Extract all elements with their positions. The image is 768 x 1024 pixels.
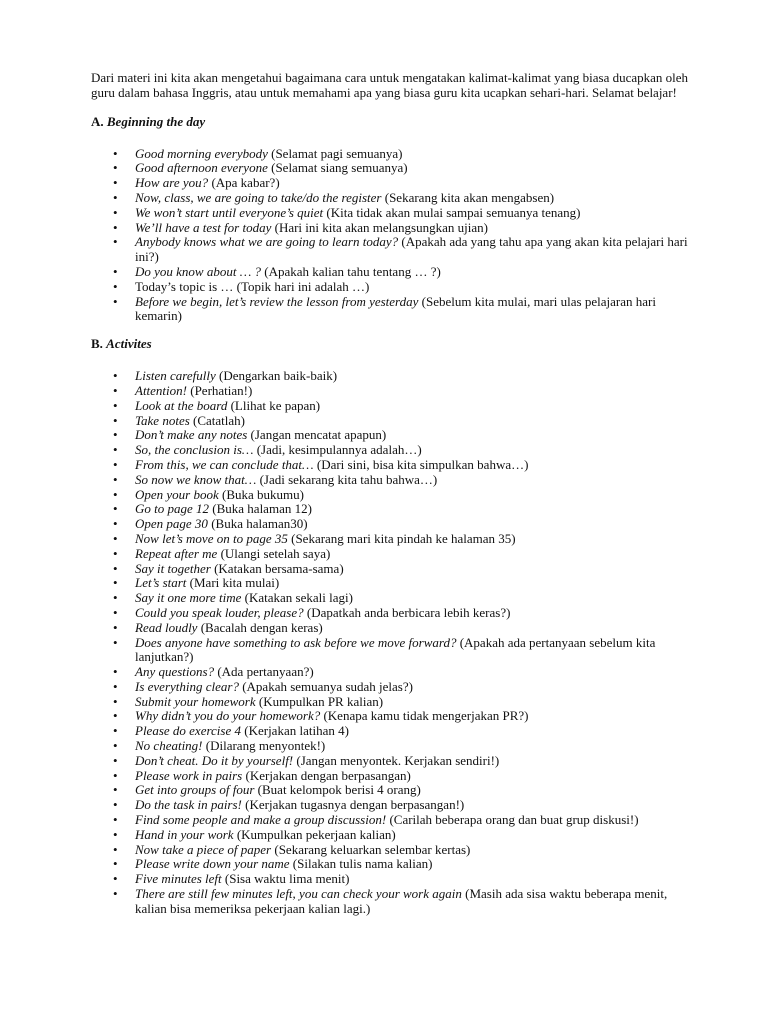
list-item — [91, 295, 691, 325]
list-item — [91, 428, 691, 443]
list-item — [91, 843, 691, 858]
bullet-icon: • — [113, 723, 118, 739]
bullet-icon: • — [113, 382, 118, 398]
bullet-icon: • — [113, 752, 118, 768]
indonesian-translation: (Sebelum kita mulai, mari ulas pelajaran hari kemarin) — [135, 293, 656, 324]
bullet-icon: • — [113, 871, 118, 887]
english-phrase: Repeat after me — [135, 545, 218, 561]
bullet-icon: • — [113, 471, 118, 487]
list-item — [91, 887, 691, 917]
bullet-icon: • — [113, 767, 118, 783]
english-phrase: Do you know about … ? — [135, 263, 262, 279]
english-phrase: Look at the board — [135, 397, 228, 413]
section-heading — [91, 114, 691, 129]
list-item — [91, 621, 691, 636]
list-item — [91, 828, 691, 843]
bullet-icon: • — [113, 263, 118, 279]
indonesian-translation: (Kumpulkan pekerjaan kalian) — [236, 826, 396, 842]
bullet-icon: • — [113, 397, 118, 413]
english-phrase: Now take a piece of paper — [135, 841, 272, 857]
english-phrase: Why didn’t you do your homework? — [135, 708, 321, 724]
english-phrase: Do the task in pairs! — [135, 797, 242, 813]
english-phrase: Say it one more time — [135, 590, 242, 606]
english-phrase: There are still few minutes left, you can check your work again — [135, 886, 462, 902]
sections-container — [91, 114, 691, 917]
list-item — [91, 473, 691, 488]
indonesian-translation: (Ulangi setelah saya) — [220, 545, 331, 561]
bullet-icon: • — [113, 412, 118, 428]
list-item — [91, 399, 691, 414]
list-item — [91, 369, 691, 384]
list-item — [91, 798, 691, 813]
bullet-icon: • — [113, 427, 118, 443]
indonesian-translation: (Selamat pagi semuanya) — [271, 145, 403, 161]
bullet-icon: • — [113, 175, 118, 191]
bullet-icon: • — [113, 575, 118, 591]
list-item — [91, 458, 691, 473]
indonesian-translation: (Jadi sekarang kita tahu bahwa…) — [259, 471, 438, 487]
list-item — [91, 547, 691, 562]
english-phrase: Say it together — [135, 560, 211, 576]
bullet-icon: • — [113, 234, 118, 250]
indonesian-translation: (Buka bukumu) — [222, 486, 304, 502]
indonesian-translation: (Kumpulkan PR kalian) — [258, 693, 384, 709]
indonesian-translation: (Buat kelompok berisi 4 orang) — [257, 782, 421, 798]
english-phrase: Good afternoon everyone — [135, 160, 268, 176]
indonesian-translation: (Kerjakan tugasnya dengan berpasangan!) — [245, 797, 465, 813]
indonesian-translation: (Ada pertanyaan?) — [217, 664, 314, 680]
indonesian-translation: (Mari kita mulai) — [189, 575, 280, 591]
english-phrase: Read loudly — [135, 619, 198, 635]
english-phrase: Don’t make any notes — [135, 427, 248, 443]
english-phrase: How are you? — [135, 175, 209, 191]
english-phrase: Now, class, we are going to take/do the register — [135, 189, 382, 205]
list-item — [91, 695, 691, 710]
english-phrase: Don’t cheat. Do it by yourself! — [135, 752, 294, 768]
list-item — [91, 265, 691, 280]
english-phrase: No cheating! — [135, 738, 203, 754]
indonesian-translation: (Selamat siang semuanya) — [271, 160, 408, 176]
bullet-icon: • — [113, 560, 118, 576]
bullet-icon: • — [113, 204, 118, 220]
list-item — [91, 488, 691, 503]
bullet-icon: • — [113, 886, 118, 902]
list-item — [91, 739, 691, 754]
list-item — [91, 502, 691, 517]
indonesian-translation: (Hari ini kita akan melangsungkan ujian) — [274, 219, 488, 235]
bullet-icon: • — [113, 841, 118, 857]
list-item — [91, 576, 691, 591]
bullet-icon: • — [113, 708, 118, 724]
bullet-icon: • — [113, 189, 118, 205]
bullet-icon: • — [113, 456, 118, 472]
bullet-icon: • — [113, 293, 118, 309]
intro-paragraph: Dari materi ini kita akan mengetahui bagaimana cara untuk mengatakan kalimat-kalimat yang biasa ducapkan oleh guru dalam bahasa Inggris, atau untuk memahami apa yang biasa guru kita ucapkan sehari-hari. Selamat belajar! — [91, 70, 689, 100]
bullet-icon: • — [113, 501, 118, 517]
phrase-list — [91, 369, 691, 916]
english-phrase: Please write down your name — [135, 856, 290, 872]
english-phrase: Before we begin, let’s review the lesson from yesterday — [135, 293, 419, 309]
list-item — [91, 176, 691, 191]
english-phrase: Take notes — [135, 412, 190, 428]
english-phrase: Get into groups of four — [135, 782, 255, 798]
english-phrase: From this, we can conclude that… — [135, 456, 314, 472]
indonesian-translation: (Bacalah dengan keras) — [200, 619, 323, 635]
bullet-icon: • — [113, 145, 118, 161]
bullet-icon: • — [113, 278, 118, 294]
document-page — [91, 71, 691, 917]
section-letter: B. — [91, 336, 103, 352]
indonesian-translation: (Carilah beberapa orang dan buat grup diskusi!) — [389, 812, 639, 828]
indonesian-translation: (Kita tidak akan mulai sampai semuanya tenang) — [326, 204, 581, 220]
indonesian-translation: (Catatlah) — [193, 412, 246, 428]
indonesian-translation: Today’s topic is … (Topik hari ini adalah …) — [135, 278, 370, 294]
list-item — [91, 532, 691, 547]
bullet-icon: • — [113, 530, 118, 546]
indonesian-translation: (Dengarkan baik-baik) — [219, 368, 338, 384]
english-phrase: Find some people and make a group discussion! — [135, 812, 387, 828]
indonesian-translation: (Buka halaman 12) — [212, 501, 312, 517]
indonesian-translation: (Sekarang mari kita pindah ke halaman 35) — [291, 530, 516, 546]
phrase-list — [91, 147, 691, 325]
bullet-icon: • — [113, 486, 118, 502]
indonesian-translation: (Katakan sekali lagi) — [244, 590, 353, 606]
bullet-icon: • — [113, 664, 118, 680]
indonesian-translation: (Dilarang menyontek!) — [205, 738, 326, 754]
indonesian-translation: (Buka halaman30) — [211, 516, 308, 532]
indonesian-translation: (Kerjakan dengan berpasangan) — [245, 767, 411, 783]
section-title: Beginning the day — [106, 113, 206, 129]
english-phrase: Any questions? — [135, 664, 215, 680]
indonesian-translation: (Silakan tulis nama kalian) — [292, 856, 433, 872]
indonesian-translation: (Perhatian!) — [190, 382, 253, 398]
indonesian-translation: (Kerjakan latihan 4) — [244, 723, 349, 739]
indonesian-translation: (Dapatkah anda berbicara lebih keras?) — [306, 604, 511, 620]
english-phrase: Does anyone have something to ask before we move forward? — [135, 634, 457, 650]
bullet-icon: • — [113, 545, 118, 561]
english-phrase: Listen carefully — [135, 368, 216, 384]
list-item — [91, 235, 691, 265]
english-phrase: Five minutes left — [135, 871, 222, 887]
english-phrase: So now we know that… — [135, 471, 257, 487]
bullet-icon: • — [113, 619, 118, 635]
english-phrase: Submit your homework — [135, 693, 256, 709]
list-item — [91, 813, 691, 828]
indonesian-translation: (Sisa waktu lima menit) — [224, 871, 350, 887]
list-item — [91, 517, 691, 532]
list-item — [91, 872, 691, 887]
bullet-icon: • — [113, 782, 118, 798]
english-phrase: Please work in pairs — [135, 767, 243, 783]
bullet-icon: • — [113, 219, 118, 235]
list-item — [91, 191, 691, 206]
bullet-icon: • — [113, 826, 118, 842]
english-phrase: Open page 30 — [135, 516, 208, 532]
english-phrase: Let’s start — [135, 575, 187, 591]
bullet-icon: • — [113, 678, 118, 694]
indonesian-translation: (Apakah ada yang tahu apa yang akan kita pelajari hari ini?) — [135, 234, 688, 265]
english-phrase: Please do exercise 4 — [135, 723, 241, 739]
indonesian-translation: (Jangan mencatat apapun) — [250, 427, 387, 443]
indonesian-translation: (Jadi, kesimpulannya adalah…) — [256, 442, 422, 458]
list-item — [91, 414, 691, 429]
list-item — [91, 606, 691, 621]
bullet-icon: • — [113, 604, 118, 620]
list-item — [91, 384, 691, 399]
english-phrase: Open your book — [135, 486, 219, 502]
english-phrase: Could you speak louder, please? — [135, 604, 304, 620]
indonesian-translation: (Apakah ada pertanyaan sebelum kita lanjutkan?) — [135, 634, 656, 665]
english-phrase: We won’t start until everyone’s quiet — [135, 204, 324, 220]
list-item — [91, 280, 691, 295]
indonesian-translation: (Llihat ke papan) — [230, 397, 321, 413]
list-item — [91, 221, 691, 236]
section-title: Activites — [106, 336, 152, 352]
english-phrase: Now let’s move on to page 35 — [135, 530, 288, 546]
indonesian-translation: (Apakah kalian tahu tentang … ?) — [264, 263, 441, 279]
indonesian-translation: (Sekarang kita akan mengabsen) — [384, 189, 555, 205]
list-item — [91, 591, 691, 606]
indonesian-translation: (Apakah semuanya sudah jelas?) — [242, 678, 413, 694]
bullet-icon: • — [113, 634, 118, 650]
bullet-icon: • — [113, 797, 118, 813]
bullet-icon: • — [113, 856, 118, 872]
english-phrase: So, the conclusion is… — [135, 442, 254, 458]
english-phrase: Attention! — [135, 382, 187, 398]
english-phrase: Good morning everybody — [135, 145, 268, 161]
bullet-icon: • — [113, 738, 118, 754]
english-phrase: Go to page 12 — [135, 501, 210, 517]
list-item — [91, 206, 691, 221]
list-item — [91, 680, 691, 695]
list-item — [91, 161, 691, 176]
bullet-icon: • — [113, 812, 118, 828]
bullet-icon: • — [113, 693, 118, 709]
section-heading — [91, 336, 691, 351]
indonesian-translation: (Katakan bersama-sama) — [214, 560, 344, 576]
indonesian-translation: (Masih ada sisa waktu beberapa menit, kalian bisa memeriksa pekerjaan kalian lagi.) — [135, 886, 668, 916]
bullet-icon: • — [113, 590, 118, 606]
list-item — [91, 783, 691, 798]
list-item — [91, 724, 691, 739]
english-phrase: Anybody knows what we are going to learn today? — [135, 234, 399, 250]
indonesian-translation: (Apa kabar?) — [211, 175, 280, 191]
list-item — [91, 636, 691, 666]
list-item — [91, 754, 691, 769]
bullet-icon: • — [113, 368, 118, 384]
indonesian-translation: (Jangan menyontek. Kerjakan sendiri!) — [296, 752, 500, 768]
list-item — [91, 857, 691, 872]
bullet-icon: • — [113, 516, 118, 532]
english-phrase: Is everything clear? — [135, 678, 239, 694]
indonesian-translation: (Kenapa kamu tidak mengerjakan PR?) — [323, 708, 529, 724]
list-item — [91, 665, 691, 680]
indonesian-translation: (Dari sini, bisa kita simpulkan bahwa…) — [316, 456, 529, 472]
bullet-icon: • — [113, 442, 118, 458]
list-item — [91, 147, 691, 162]
indonesian-translation: (Sekarang keluarkan selembar kertas) — [274, 841, 471, 857]
bullet-icon: • — [113, 160, 118, 176]
list-item — [91, 769, 691, 784]
list-item — [91, 709, 691, 724]
list-item — [91, 562, 691, 577]
list-item — [91, 443, 691, 458]
english-phrase: We’ll have a test for today — [135, 219, 272, 235]
english-phrase: Hand in your work — [135, 826, 234, 842]
section-letter: A. — [91, 113, 104, 129]
